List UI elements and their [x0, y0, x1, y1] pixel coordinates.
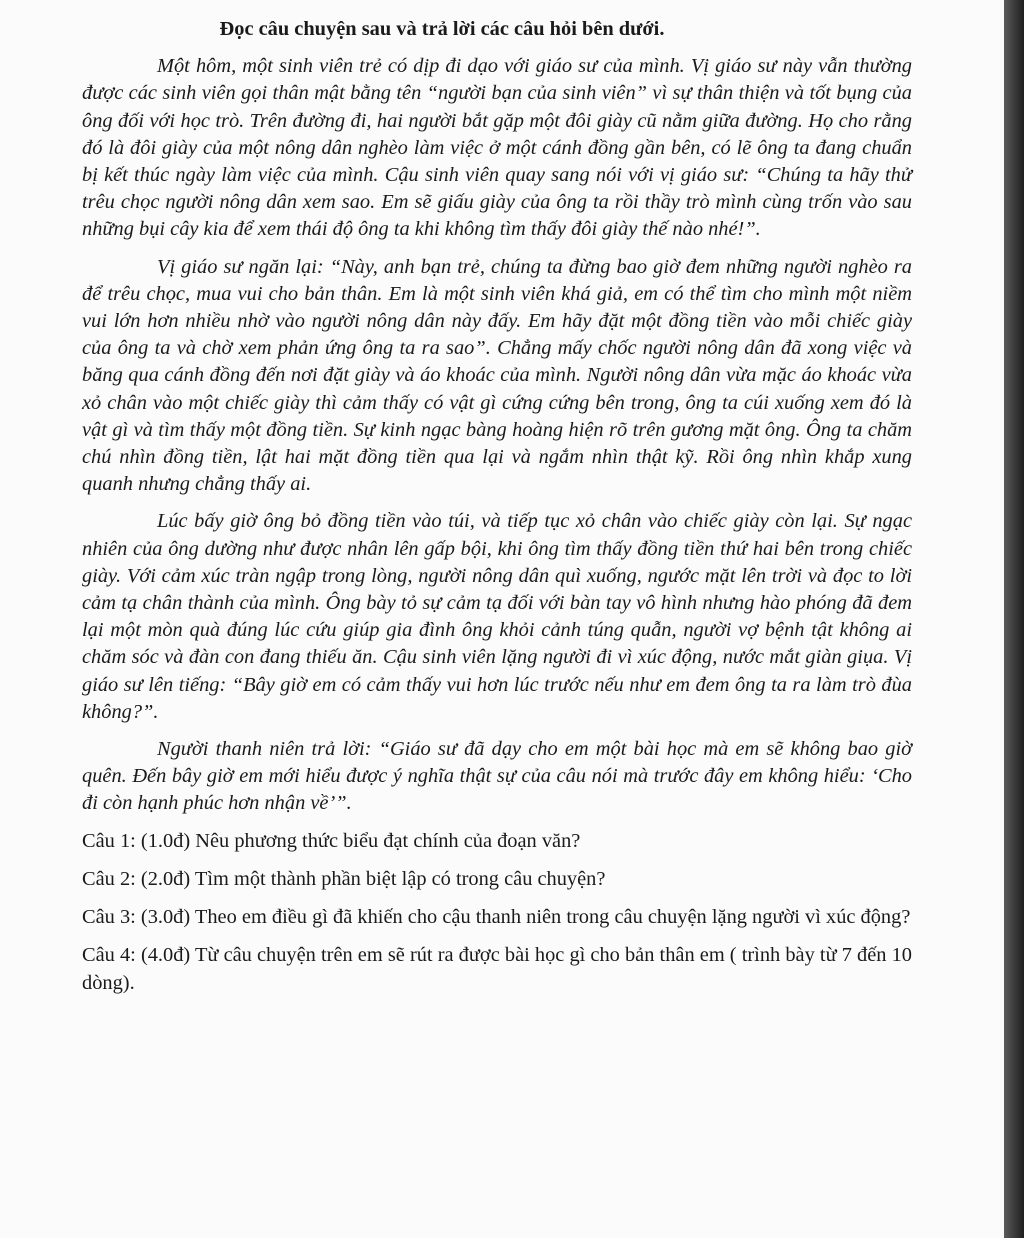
page-edge-shadow: [1004, 0, 1024, 1238]
question-4: Câu 4: (4.0đ) Từ câu chuyện trên em sẽ rút ra được bài học gì cho bản thân em ( trình bày từ 7 đến 10 dòng).: [82, 944, 912, 994]
question-2: Câu 2: (2.0đ) Tìm một thành phần biệt lập có trong câu chuyện?: [82, 867, 606, 890]
document-title: Đọc câu chuyện sau và trả lời các câu hỏi bên dưới.: [219, 18, 665, 40]
story-paragraph-4: Người thanh niên trả lời: “Giáo sư đã dạy cho em một bài học mà em sẽ không bao giờ quên. Đến bây giờ em mới hiểu được ý nghĩa thật sự của câu nói mà trước đây em không hiểu: ‘Cho đi còn hạnh phúc hơn nhận về’”.: [82, 738, 912, 815]
story-paragraph-3: Lúc bấy giờ ông bỏ đồng tiền vào túi, và tiếp tục xỏ chân vào chiếc giày còn lại. Sự ngạc nhiên của ông dường như được nhân lên gấp bội, khi ông tìm thấy đồng tiền thứ hai bên trong chiếc giày. Với cảm xúc tràn ngập trong lòng, người nông dân quì xuống, ngước mặt lên trời và đọc to lời cảm tạ chân thành của mình. Ông bày tỏ sự cảm tạ đối với bàn tay vô hình nhưng hào phóng đã đem lại một mòn quà đúng lúc cứu giúp gia đình ông khỏi cảnh túng quẫn, người vợ bệnh tật không ai chăm sóc và đàn con đang thiếu ăn. Cậu sinh viên lặng người đi vì xúc động, nước mắt giàn giụa. Vị giáo sư lên tiếng: “Bây giờ em có cảm thấy vui hơn lúc trước nếu như em đem ông ta ra làm trò đùa không?”.: [82, 510, 912, 723]
story-paragraph-1: Một hôm, một sinh viên trẻ có dịp đi dạo với giáo sư của mình. Vị giáo sư này vẫn thường được các sinh viên gọi thân mật bằng tên “người bạn của sinh viên” vì sự thân thiện và tốt bụng của ông đối với học trò. Trên đường đi, hai người bắt gặp một đôi giày cũ nằm giữa đường. Họ cho rằng đó là đôi giày của một nông dân nghèo làm việc ở một cánh đồng gần bên, có lẽ ông ta đang chuẩn bị kết thúc ngày làm việc của mình. Cậu sinh viên quay sang nói với vị giáo sư: “Chúng ta hãy thử trêu chọc người nông dân xem sao. Em sẽ giấu giày của ông ta rồi thầy trò mình cùng trốn vào sau những bụi cây kia để xem thái độ ông ta khi không tìm thấy đôi giày thế nào nhé!”.: [82, 55, 912, 241]
document-content: [82, 16, 912, 1008]
question-3: Câu 3: (3.0đ) Theo em điều gì đã khiến cho cậu thanh niên trong câu chuyện lặng người vì xúc động?: [82, 906, 911, 929]
story-paragraph-2: Vị giáo sư ngăn lại: “Này, anh bạn trẻ, chúng ta đừng bao giờ đem những người nghèo ra để trêu chọc, mua vui cho bản thân. Em là một sinh viên khá giả, em có thể tìm cho mình một niềm vui lớn hơn nhiều nhờ vào người nông dân này đấy. Em hãy đặt một đồng tiền vào mỗi chiếc giày của ông ta và chờ xem phản ứng ông ta ra sao”. Chẳng mấy chốc người nông dân đã xong việc và băng qua cánh đồng đến nơi đặt giày và áo khoác của mình. Người nông dân vừa mặc áo khoác vừa xỏ chân vào một chiếc giày thì cảm thấy có vật gì cứng cứng bên trong, ông ta cúi xuống xem đó là vật gì và tìm thấy một đồng tiền. Sự kinh ngạc bàng hoàng hiện rõ trên gương mặt ông. Ông ta chăm chú nhìn đồng tiền, lật hai mặt đồng tiền qua lại và ngắm nhìn thật kỹ. Rồi ông nhìn khắp xung quanh nhưng chẳng thấy ai.: [82, 255, 912, 496]
question-1: Câu 1: (1.0đ) Nêu phương thức biểu đạt chính của đoạn văn?: [82, 829, 581, 852]
